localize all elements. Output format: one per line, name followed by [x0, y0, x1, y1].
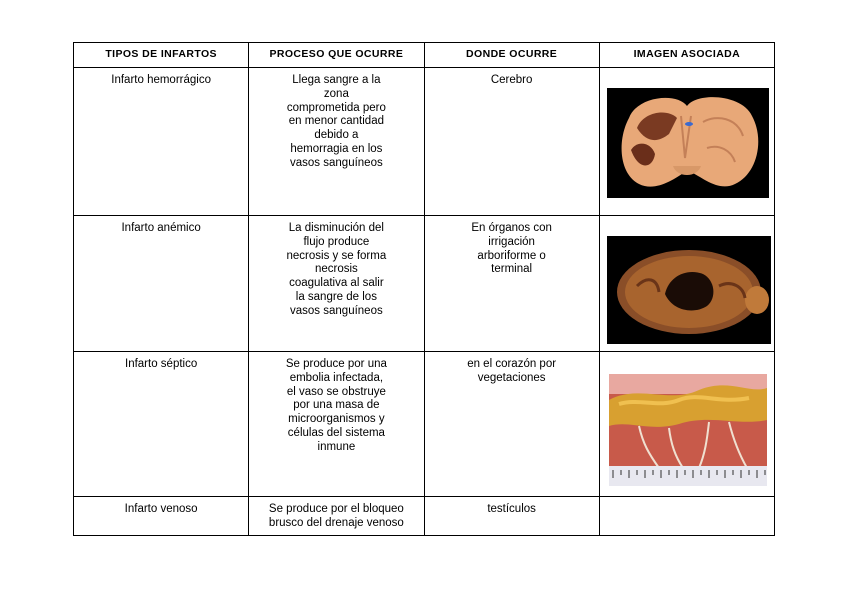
header-proceso: PROCESO QUE OCURRE [249, 43, 424, 68]
tipo-text: Infarto hemorrágico [111, 74, 211, 86]
cell-imagen [599, 68, 774, 216]
donde-text: en el corazón por vegetaciones [467, 358, 557, 384]
cell-tipo [74, 216, 249, 352]
proceso-text: Se produce por el bloqueo brusco del drenaje venoso [268, 503, 404, 529]
donde-text: Cerebro [490, 74, 533, 86]
cell-proceso [249, 216, 424, 352]
proceso-text: Se produce por una embolia infectada, el vaso se obstruye por una masa de microorganismos y células del sistema inmune [285, 358, 387, 453]
heart-cross-section-image [607, 236, 771, 344]
brain-coronal-section-image [607, 88, 769, 198]
heart-valve-vegetations-image [609, 374, 767, 486]
tipo-text: Infarto séptico [125, 358, 198, 370]
cell-tipo [74, 68, 249, 216]
cell-proceso [249, 352, 424, 497]
cell-donde [424, 216, 599, 352]
donde-text: En órganos con irrigación arboriforme o terminal [471, 222, 552, 276]
header-imagen: IMAGEN ASOCIADA [599, 43, 774, 68]
header-donde: DONDE OCURRE [424, 43, 599, 68]
table-row [74, 497, 775, 536]
tipo-text: Infarto anémico [121, 222, 201, 234]
table-header-row [74, 43, 775, 68]
proceso-text: Llega sangre a la zona comprometida pero en menor cantidad debido a hemorragia en los vasos sanguíneos [286, 74, 386, 169]
cell-imagen [599, 216, 774, 352]
tipo-text: Infarto venoso [124, 503, 198, 515]
cell-proceso [249, 497, 424, 536]
cell-imagen [599, 352, 774, 497]
infarct-types-table [73, 42, 775, 536]
table-row [74, 68, 775, 216]
header-tipos: TIPOS DE INFARTOS [74, 43, 249, 68]
cell-proceso [249, 68, 424, 216]
cell-donde [424, 68, 599, 216]
cell-donde [424, 352, 599, 497]
cell-donde [424, 497, 599, 536]
table-row [74, 216, 775, 352]
cell-tipo [74, 352, 249, 497]
donde-text: testículos [487, 503, 536, 515]
table-row [74, 352, 775, 497]
cell-tipo [74, 497, 249, 536]
proceso-text: La disminución del flujo produce necrosis y se forma necrosis coagulativa al salir la sangre de los vasos sanguíneos [286, 222, 387, 317]
cell-imagen-empty [599, 497, 774, 536]
